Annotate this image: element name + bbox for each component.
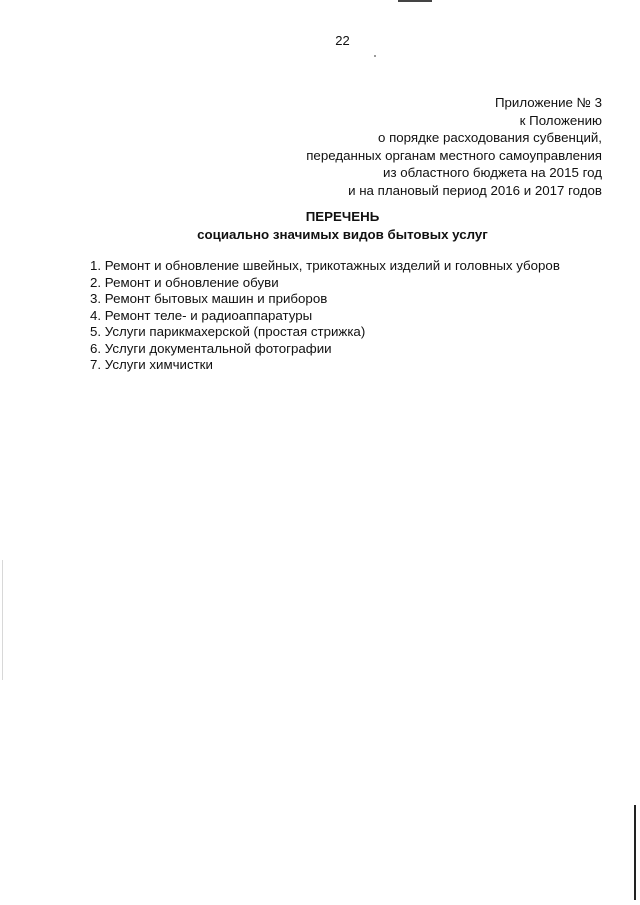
list-item: 1. Ремонт и обновление швейных, трикотажных изделий и головных уборов — [90, 258, 560, 273]
list-item: 4. Ремонт теле- и радиоаппаратуры — [90, 307, 313, 323]
appendix-line: и на плановый период 2016 и 2017 годов — [348, 182, 602, 198]
scan-artifact-dot — [374, 55, 376, 57]
appendix-reference — [182, 94, 602, 200]
list-item: 2. Ремонт и обновление обуви — [90, 274, 279, 290]
list-item: 5. Услуги парикмахерской (простая стрижка) — [90, 324, 366, 339]
list-item: 3. Ремонт бытовых машин и приборов — [90, 291, 328, 306]
list-item: 7. Услуги химчистки — [90, 357, 213, 372]
document-title — [0, 208, 640, 244]
services-list — [90, 258, 560, 374]
scan-artifact-top — [398, 0, 432, 2]
appendix-line: о порядке расходования субвенций, — [378, 130, 602, 146]
title-heading: ПЕРЕЧЕНЬ — [305, 209, 380, 224]
list-item: 6. Услуги документальной фотографии — [90, 340, 332, 356]
scan-artifact-left-edge — [2, 560, 3, 680]
appendix-line: переданных органам местного самоуправления — [306, 147, 602, 163]
title-subheading: социально значимых видов бытовых услуг — [197, 227, 488, 242]
appendix-line: к Положению — [519, 112, 602, 128]
appendix-line: из областного бюджета на 2015 год — [383, 165, 602, 181]
page-number: 22 — [335, 33, 350, 48]
scan-artifact-right-edge — [634, 805, 636, 900]
appendix-line: Приложение № 3 — [494, 95, 602, 110]
